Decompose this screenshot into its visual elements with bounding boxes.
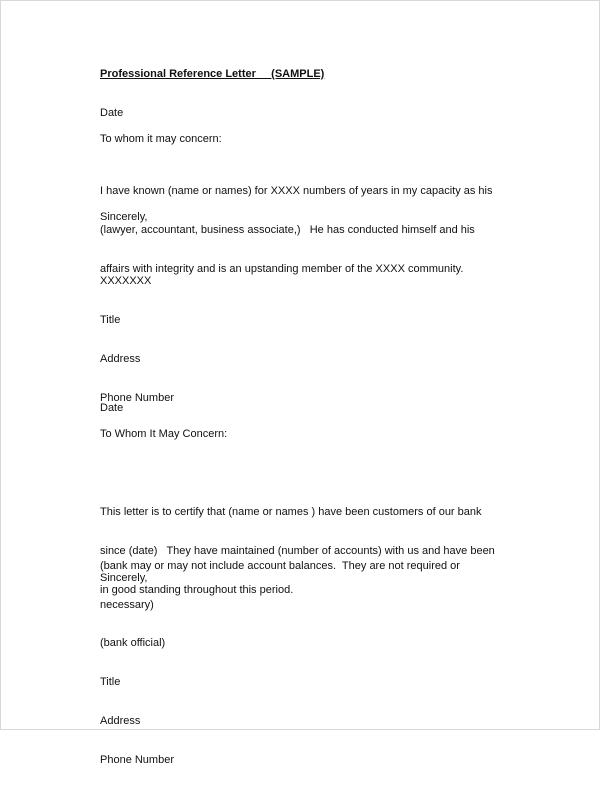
signature-phone: Phone Number (100, 392, 174, 404)
body-line: affairs with integrity and is an upstanding member of the XXXX community. (100, 263, 464, 275)
letter2-signature (100, 611, 174, 793)
signature-phone: Phone Number (100, 754, 174, 766)
letter1-date: Date (100, 107, 124, 119)
body-line: in good standing throughout this period. (100, 584, 294, 596)
body-line: (lawyer, accountant, business associate,) He has conducted himself and his (100, 224, 475, 236)
note-line: (bank may or may not include account balances. They are not required or (100, 560, 460, 572)
letter2-date: Date (100, 402, 124, 414)
signature-name: XXXXXXX (100, 275, 152, 287)
body-line: This letter is to certify that (name or names ) have been customers of our bank (100, 506, 482, 518)
body-line: I have known (name or names) for XXXX numbers of years in my capacity as his (100, 185, 493, 197)
letter2-salutation: To Whom It May Concern: (100, 428, 228, 440)
letter-title: Professional Reference Letter (SAMPLE) (100, 68, 325, 80)
letter1-salutation: To whom it may concern: (100, 133, 222, 145)
letter1-closing: Sincerely, (100, 211, 148, 223)
signature-name: (bank official) (100, 637, 166, 649)
signature-title: Title (100, 676, 121, 688)
note-line: necessary) (100, 599, 154, 611)
signature-address: Address (100, 353, 141, 365)
signature-title: Title (100, 314, 121, 326)
letter2-closing: Sincerely, (100, 572, 148, 584)
signature-address: Address (100, 715, 141, 727)
body-line: since (date) They have maintained (number of accounts) with us and have been (100, 545, 495, 557)
